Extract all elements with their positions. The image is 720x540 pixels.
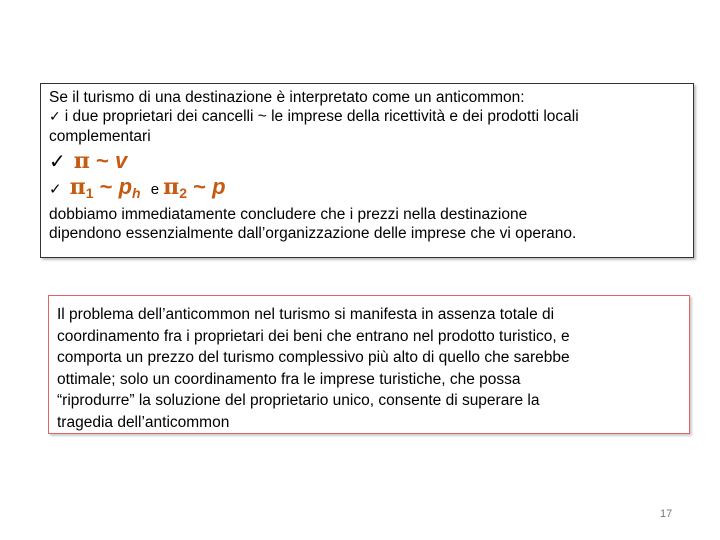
check-icon: ✓ xyxy=(49,180,62,198)
formula-pi-v xyxy=(49,148,685,174)
tilde-symbol: ~ xyxy=(99,174,113,199)
tilde-symbol: ~ xyxy=(193,174,206,199)
variable-p: p xyxy=(118,174,133,199)
pi-symbol: π xyxy=(69,174,86,200)
connector-e: e xyxy=(150,181,160,198)
subscript-h: h xyxy=(132,185,141,201)
paragraph-line: tragedia dell’anticommon xyxy=(57,413,230,431)
variable-p: p xyxy=(212,174,226,199)
paragraph-line: coordinamento fra i proprietari dei beni che entrano nel prodotto turistico, e xyxy=(57,327,570,345)
subscript-2: 2 xyxy=(179,185,187,201)
subscript-1: 1 xyxy=(85,185,94,201)
paragraph-line: “riprodurre” la soluzione del proprietario unico, consente di superare la xyxy=(57,392,540,409)
formula-pi1-pi2 xyxy=(49,174,685,203)
conclusion-line-2: dipendono essenzialmente dall’organizzazione delle imprese che vi operano. xyxy=(49,225,577,242)
paragraph-line: comporta un prezzo del turismo complessivo più alto di quello che sarebbe xyxy=(57,349,570,366)
pi-symbol: π xyxy=(73,148,90,174)
paragraph-line: Il problema dell’anticommon nel turismo si manifesta in assenza totale di xyxy=(57,306,555,323)
page-number: 17 xyxy=(660,508,673,520)
check-icon: ✓ xyxy=(49,149,66,173)
paragraph-line: ottimale; solo un coordinamento fra le imprese turistiche, che possa xyxy=(57,370,521,388)
intro-text: Se il turismo di una destinazione è interpretato come un anticommon: xyxy=(49,89,525,106)
definition-box xyxy=(40,83,694,258)
tilde-symbol: ~ xyxy=(96,148,109,173)
pi-symbol: π xyxy=(163,174,180,200)
anticommon-problem-box xyxy=(48,295,690,434)
bullet-text: i due proprietari dei cancelli ~ le imprese della ricettività e dei prodotti locali xyxy=(64,108,579,125)
variable-v: v xyxy=(114,148,128,173)
bullet-gatekeepers xyxy=(49,107,685,127)
conclusion-line-1: dobbiamo immediatamente concludere che i prezzi nella destinazione xyxy=(49,206,528,223)
check-icon: ✓ xyxy=(49,109,61,125)
bullet-continuation: complementari xyxy=(49,128,151,145)
